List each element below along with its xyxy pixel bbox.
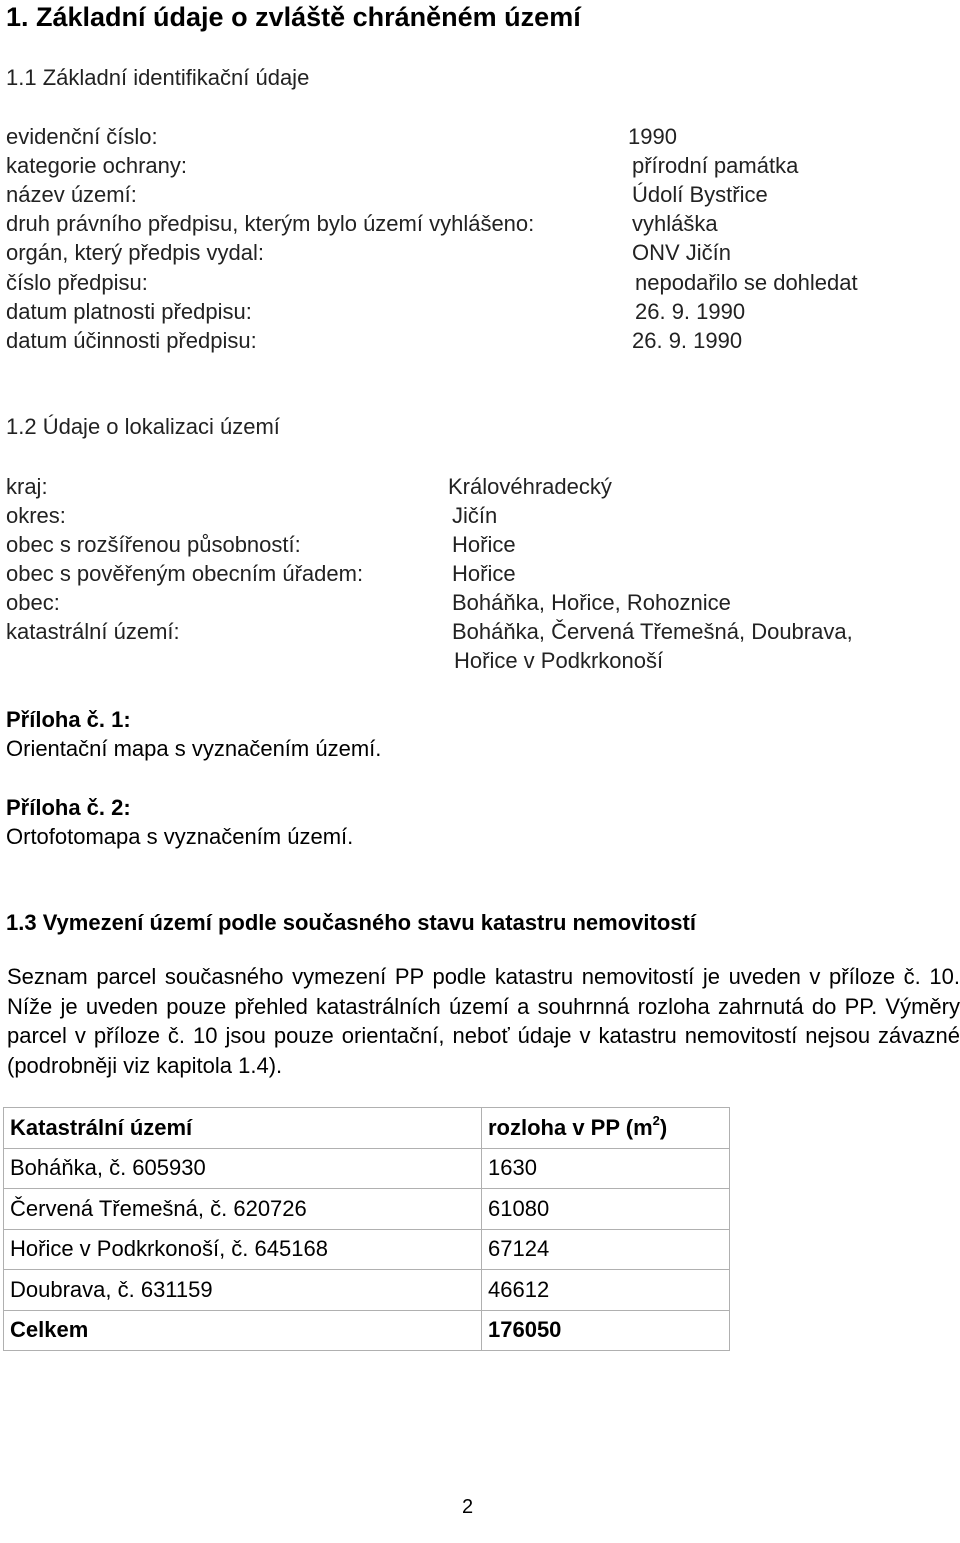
cell-area: 67124 — [482, 1229, 730, 1270]
value-katastralni-uzemi-cont: Hořice v Podkrkonoší — [454, 648, 664, 673]
attachment-2-title: Příloha č. 2: — [6, 795, 131, 820]
value-nazev-uzemi: Údolí Bystřice — [632, 182, 768, 207]
table-row — [4, 1148, 730, 1189]
value-kraj: Královéhradecký — [448, 474, 612, 499]
value-organ: ONV Jičín — [632, 240, 732, 265]
attachment-2-text: Ortofotomapa s vyznačením území. — [6, 824, 354, 849]
cell-total-area: 176050 — [482, 1310, 730, 1351]
label-nazev-uzemi: název území: — [6, 182, 137, 207]
header-rozloha-end: ) — [659, 1114, 668, 1140]
section-1-3-title: 1.3 Vymezení území podle současného stavu katastru nemovitostí — [6, 910, 696, 935]
header-katastralni-uzemi: Katastrální území — [4, 1108, 482, 1149]
label-datum-ucinnosti: datum účinnosti předpisu: — [6, 328, 257, 353]
cell-total-label: Celkem — [4, 1310, 482, 1351]
label-datum-platnosti: datum platnosti předpisu: — [6, 299, 252, 324]
value-orp: Hořice — [452, 532, 516, 557]
value-okres: Jičín — [452, 503, 498, 528]
header-rozloha-label: rozloha v PP (m — [488, 1114, 653, 1140]
label-obec: obec: — [6, 590, 60, 615]
table-row — [4, 1189, 730, 1230]
section-1-3-paragraph: Seznam parcel současného vymezení PP podle katastru nemovitostí je uveden v příloze č. 10. Níže je uveden pouze přehled katastrálních území a souhrnná rozloha zahrnutá do PP. Výměry parcel v příloze č. 10 jsou pouze orientační, neboť údaje v katastru nemovitostí nejsou závazné (podrobněji viz kapitola 1.4). — [7, 964, 960, 1078]
document-heading: 1. Základní údaje o zvláště chráněném území — [6, 2, 581, 32]
header-rozloha-sup: 2 — [652, 1112, 660, 1128]
label-evidencni-cislo: evidenční číslo: — [6, 124, 158, 149]
value-kategorie-ochrany: přírodní památka — [632, 153, 799, 178]
value-katastralni-uzemi: Boháňka, Červená Třemešná, Doubrava, — [452, 619, 853, 644]
table-row — [4, 1229, 730, 1270]
label-pou: obec s pověřeným obecním úřadem: — [6, 561, 364, 586]
cell-area: 1630 — [482, 1148, 730, 1189]
value-pou: Hořice — [452, 561, 516, 586]
attachment-1-text: Orientační mapa s vyznačením území. — [6, 736, 382, 761]
value-druh-predpisu: vyhláška — [632, 211, 718, 236]
label-organ: orgán, který předpis vydal: — [6, 240, 265, 265]
cell-name: Hořice v Podkrkonoší, č. 645168 — [4, 1229, 482, 1270]
section-1-1-title: 1.1 Základní identifikační údaje — [6, 65, 310, 90]
page-number: 2 — [462, 1496, 474, 1518]
value-evidencni-cislo: 1990 — [628, 124, 677, 149]
table-header-row — [4, 1108, 730, 1149]
attachment-1-title: Příloha č. 1: — [6, 707, 131, 732]
label-kategorie-ochrany: kategorie ochrany: — [6, 153, 187, 178]
value-obec: Boháňka, Hořice, Rohoznice — [452, 590, 731, 615]
label-katastralni-uzemi: katastrální území: — [6, 619, 180, 644]
label-kraj: kraj: — [6, 474, 48, 499]
cell-area: 61080 — [482, 1189, 730, 1230]
table-row — [4, 1270, 730, 1311]
section-1-2-title: 1.2 Údaje o lokalizaci území — [6, 414, 280, 439]
table-total-row — [4, 1310, 730, 1351]
cell-area: 46612 — [482, 1270, 730, 1311]
value-cislo-predpisu: nepodařilo se dohledat — [635, 270, 858, 295]
value-datum-platnosti: 26. 9. 1990 — [635, 299, 746, 324]
label-orp: obec s rozšířenou působností: — [6, 532, 301, 557]
cadastral-area-table — [3, 1107, 730, 1351]
label-cislo-predpisu: číslo předpisu: — [6, 270, 148, 295]
value-datum-ucinnosti: 26. 9. 1990 — [632, 328, 743, 353]
cell-name: Doubrava, č. 631159 — [4, 1270, 482, 1311]
label-okres: okres: — [6, 503, 66, 528]
cell-name: Červená Třemešná, č. 620726 — [4, 1189, 482, 1230]
header-rozloha — [482, 1108, 730, 1149]
label-druh-predpisu: druh právního předpisu, kterým bylo území vyhlášeno: — [6, 211, 535, 236]
cell-name: Boháňka, č. 605930 — [4, 1148, 482, 1189]
